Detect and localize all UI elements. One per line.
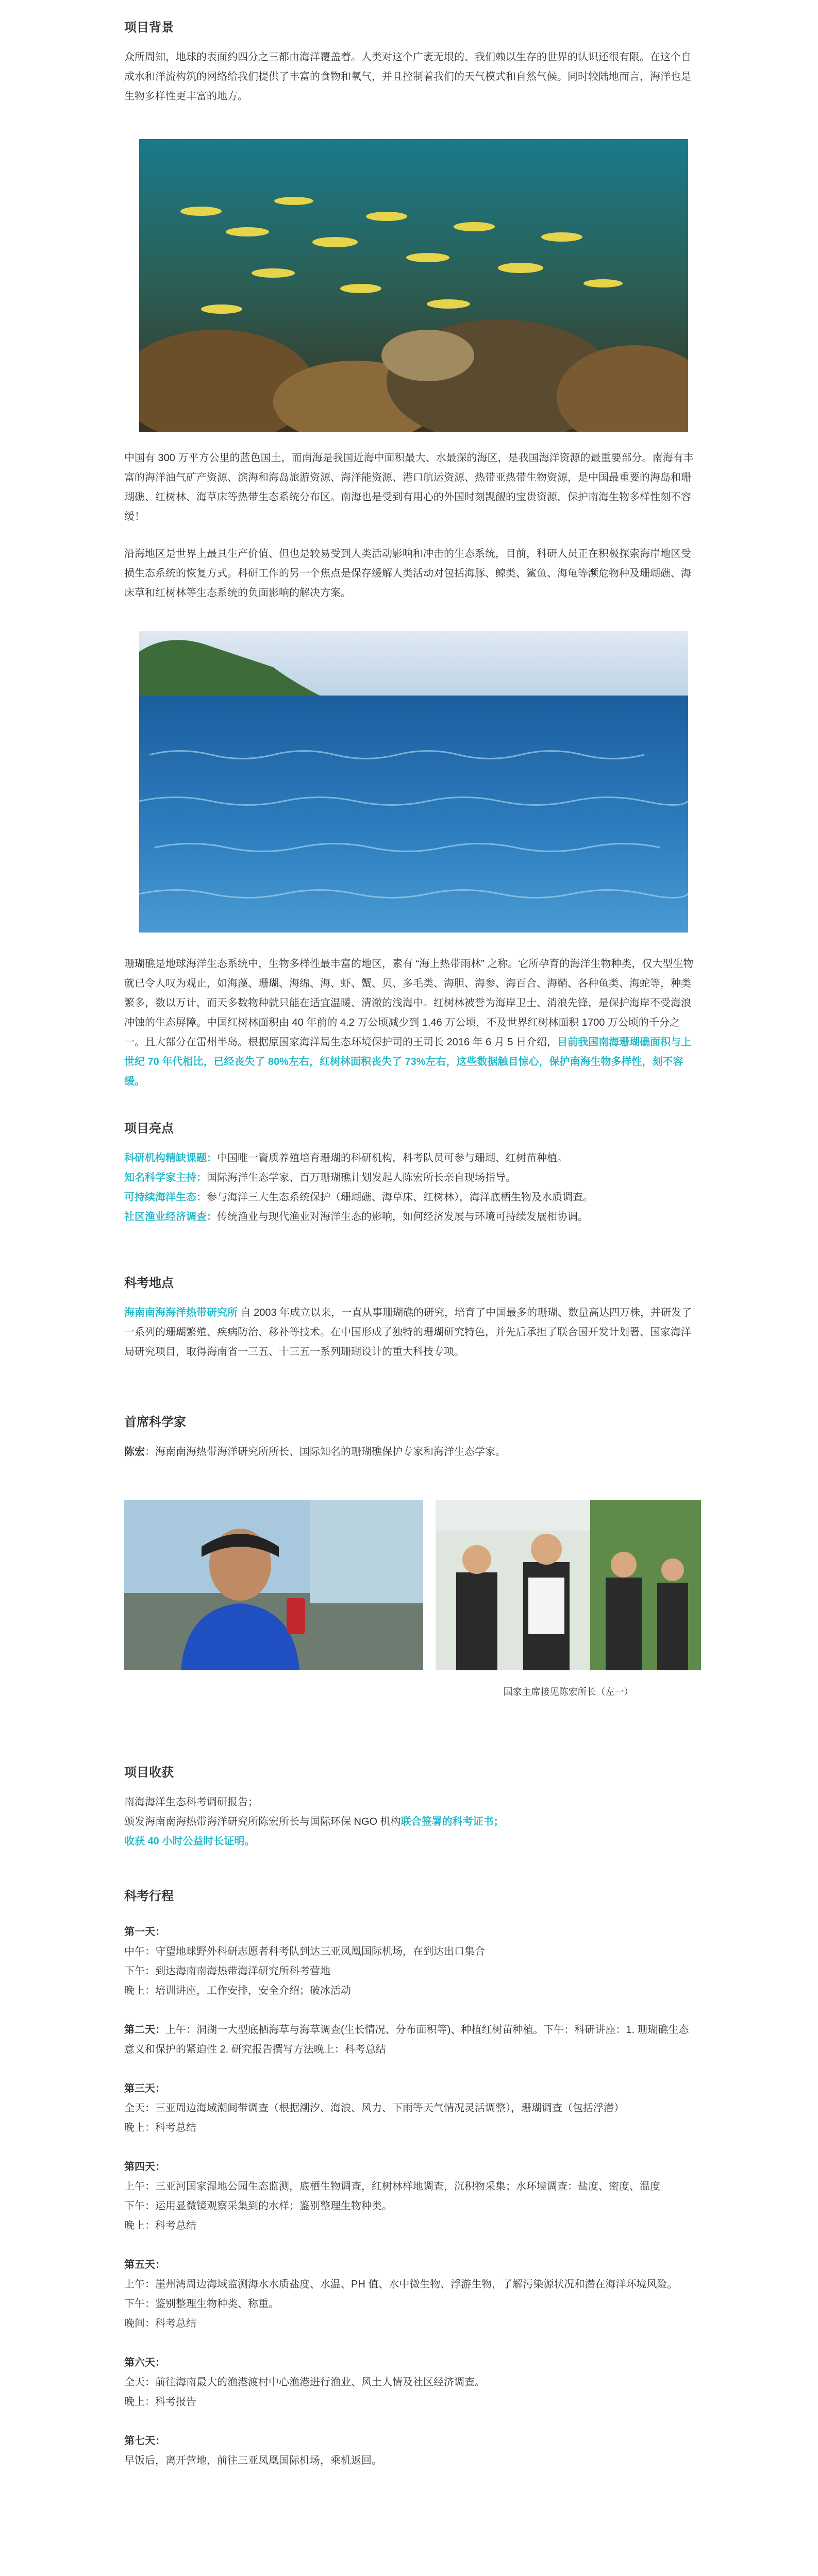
highlight-label: 可持续海洋生态：	[124, 1192, 207, 1203]
background-section	[124, 20, 699, 106]
gains-line-2-highlight: 联合签署的科考证书；	[400, 1816, 504, 1827]
background-para-4-highlight: 目前我国南海珊瑚礁面积与上世纪 70 年代相比，已经丧失了 80%左右，红树林面积丧失了 73%左右，这些数据触目惊心，保护南海生物多样性，刻不容缓。	[124, 1037, 692, 1087]
gains-line-1: 南海海洋生态科考调研报告；	[124, 1797, 258, 1808]
scientist-desc: 海南南海热带海洋研究所所长、国际知名的珊瑚礁保护专家和海洋生态学家。	[155, 1446, 506, 1458]
schedule-line: 晚上：科考总结	[124, 2122, 196, 2133]
highlights-title: 项目亮点	[124, 1122, 174, 1136]
scientist-name: 陈宏	[124, 1446, 145, 1458]
highlight-item	[124, 1188, 699, 1207]
schedule-section	[124, 1888, 699, 2470]
scientist-text: 陈宏：海南南海热带海洋研究所所长、国际知名的珊瑚礁保护专家和海洋生态学家。	[124, 1446, 506, 1458]
schedule-line: 全天：三亚周边海域潮间带调查（根据潮汐、海浪、风力、下雨等天气情况灵活调整），珊瑚调查（包括浮潜）	[124, 2103, 624, 2114]
schedule-day	[124, 2431, 699, 2470]
schedule-line: 晚上：培训讲座，工作安排，安全介绍；破冰活动	[124, 1985, 351, 1996]
schedule-day-label: 第七天：	[124, 2435, 165, 2447]
schedule-line: 下午：到达海南南海热带海洋研究所科考营地	[124, 1965, 330, 1977]
schedule-day	[124, 2079, 699, 2138]
background-para-4-text: 珊瑚礁是地球海洋生态系统中，生物多样性最丰富的地区，素有 “海上热带雨林” 之称。它所孕育的海洋生物种类，仅大型生物就已令人叹为观止，如海藻、珊瑚、海绵、海、虾、蟹、贝、多毛类、海胆、海参、海百合、海鞘、各种鱼类、海蛇等，种类繁多，数以万计，而天多数物种就只能在适宜温暖、清澈的浅海中。红树林被誉为海岸卫士、消浪先锋，是保护海岸不受海浪冲蚀的生态屏障。中国红树林面积由 40 年前的 4.2 万公顷减少到 1.46 万公顷，不及世界红树林面积 1700 万公顷的千分之一。且大部分在雷州半岛。根据原国家海洋局生态环境保护司的王司长 2016 年 6 月 5 日介绍，	[124, 958, 694, 1048]
schedule-line: 下午：鉴别整理生物种类、称重。	[124, 2298, 279, 2310]
schedule-day-label: 第六天：	[124, 2357, 165, 2368]
background-para-1: 众所周知，地球的表面约四分之三都由海洋覆盖着。人类对这个广袤无垠的、我们赖以生存的世界的认识还很有限。在这个自成水和洋流构筑的网络给我们提供了丰富的食物和氧气，并且控制着我们的天气模式和自然气候。同时较陆地而言，海洋也是生物多样性更丰富的地方。	[124, 52, 691, 102]
highlights-section	[124, 1121, 699, 1227]
location-desc: 自 2003 年成立以来，一直从事珊瑚礁的研究，培育了中国最多的珊瑚、数量高达四万株，并研发了一系列的珊瑚繁殖、疾病防治、移补等技术。在中国形成了独特的珊瑚研究特色，并先后承担了联合国开发计划署、国家海洋局研究项目，取得海南省一三五、十三五一系列珊瑚设计的重大科技专项。	[124, 1307, 692, 1358]
schedule-line: 中午：守望地球野外科研志愿者科考队到达三亚凤凰国际机场，在到达出口集合	[124, 1946, 485, 1957]
highlight-text: 中国唯一資质养殖培育珊瑚的科研机构，科考队员可参与珊瑚、红树苗种植。	[217, 1153, 567, 1164]
schedule-day-label: 第一天：	[124, 1926, 165, 1938]
background-section-2	[124, 448, 699, 603]
background-section-3	[124, 954, 699, 1091]
gains-title: 项目收获	[124, 1766, 174, 1780]
coral-reef-fish-photo	[139, 139, 688, 432]
president-meeting-photo	[436, 1500, 701, 1670]
schedule-day-label: 第二天：	[124, 2024, 165, 2036]
gains-line-2	[124, 1812, 699, 1832]
gains-list	[124, 1792, 699, 1851]
scientist-title: 首席科学家	[124, 1415, 186, 1429]
schedule-line: 全天：前往海南最大的渔港渡村中心渔港进行渔业、风土人情及社区经济调查。	[124, 2377, 485, 2388]
highlight-item	[124, 1168, 699, 1188]
highlight-label: 社区渔业经济调查：	[124, 1211, 217, 1223]
schedule-line: 上午：崖州湾周边海域监测海水水质盐度、水温、PH 值、水中微生物、浮游生物，了解污染源状况和潜在海洋环境风险。	[124, 2279, 678, 2290]
highlight-item	[124, 1148, 699, 1168]
highlight-label: 知名科学家主持：	[124, 1172, 207, 1183]
schedule-day	[124, 2353, 699, 2412]
gains-section	[124, 1765, 699, 1851]
highlights-list	[124, 1148, 699, 1227]
schedule-day-label: 第三天：	[124, 2083, 165, 2094]
schedule-line: 早饭后，离开营地，前往三亚凤凰国际机场，乘机返回。	[124, 2455, 382, 2466]
background-para-2: 中国有 300 万平方公里的蓝色国土，而南海是我国近海中面积最大、水最深的海区，是我国海洋资源的最重要部分。南海有丰富的海洋油气矿产资源、滨海和海岛旅游资源、海洋能资源、港口航运资源、热带亚热带生物资源，是中国最重要的海岛和珊瑚礁、红树林、海草床等热带生态系统分布区。南海也是受到有用心的外国时刻觊觎的宝贵资源，保护南海生物多样性刻不容缓！	[124, 452, 694, 522]
background-para-4	[124, 954, 699, 1091]
schedule-title: 科考行程	[124, 1889, 174, 1903]
tropical-sea-photo	[139, 631, 688, 933]
schedule-day-label: 第四天：	[124, 2161, 165, 2173]
location-text	[124, 1303, 699, 1362]
highlight-item	[124, 1207, 699, 1227]
schedule-line: 上午：三亚河国家湿地公园生态监测，底栖生物调查，红树林样地调查，沉积物采集；水环境调查：盐度、密度、温度	[124, 2181, 660, 2192]
highlight-text: 国际海洋生态学家、百万珊瑚礁计划发起人陈宏所长亲自现场指导。	[207, 1172, 516, 1183]
location-section	[124, 1275, 699, 1362]
scientist-interview-photo	[124, 1500, 423, 1670]
background-para-3: 沿海地区是世界上最具生产价值、但也是较易受到人类活动影响和冲击的生态系统，目前，科研人员正在积极探索海岸地区受损生态系统的恢复方式。科研工作的另一个焦点是保存缓解人类活动对包括海豚、鲸类、鲨鱼、海龟等濒危物种及珊瑚礁、海床草和红树林等生态系统的负面影响的解决方案。	[124, 548, 691, 599]
schedule-line: 晚上：科考总结	[124, 2220, 196, 2231]
schedule-day	[124, 2020, 699, 2059]
schedule-day-label: 第五天：	[124, 2259, 165, 2270]
highlight-label: 科研机构精缺课题：	[124, 1153, 217, 1164]
schedule-line: 上午：洞湖一大型底栖海草与海草调查(生长情况、分布面积等)、种植红树苗种植。下午：科研讲座：1. 珊瑚礁生态意义和保护的紧迫性 2. 研究报告撰写方法晚上：科考总结	[124, 2024, 689, 2055]
photo-caption: 国家主席接见陈宏所长（左一）	[503, 1687, 633, 1697]
highlight-text: 传统渔业与现代渔业对海洋生态的影响，如何经济发展与环境可持续发展相协调。	[217, 1211, 588, 1223]
background-title: 项目背景	[124, 21, 174, 35]
schedule-day	[124, 1922, 699, 2001]
gains-line-2-text: 颁发海南南海热带海洋研究所陈宏所长与国际环保 NGO 机构	[124, 1816, 401, 1827]
schedule-line: 晚间：科考总结	[124, 2318, 196, 2329]
location-org: 海南南海海洋热带研究所	[124, 1307, 238, 1318]
schedule-day	[124, 2255, 699, 2333]
highlight-text: 参与海洋三大生态系统保护（珊瑚礁、海草床、红树林），海洋底栖生物及水质调查。	[207, 1192, 593, 1203]
scientist-section	[124, 1414, 699, 1462]
schedule-line: 下午：运用显微镜观察采集到的水样；鉴别整理生物种类。	[124, 2200, 392, 2212]
gains-line-3: 收获 40 小时公益时长证明。	[124, 1836, 255, 1847]
schedule-day-row	[124, 2020, 699, 2059]
location-title: 科考地点	[124, 1276, 174, 1290]
schedule-day	[124, 2157, 699, 2235]
schedule-line: 晚上：科考报告	[124, 2396, 196, 2408]
